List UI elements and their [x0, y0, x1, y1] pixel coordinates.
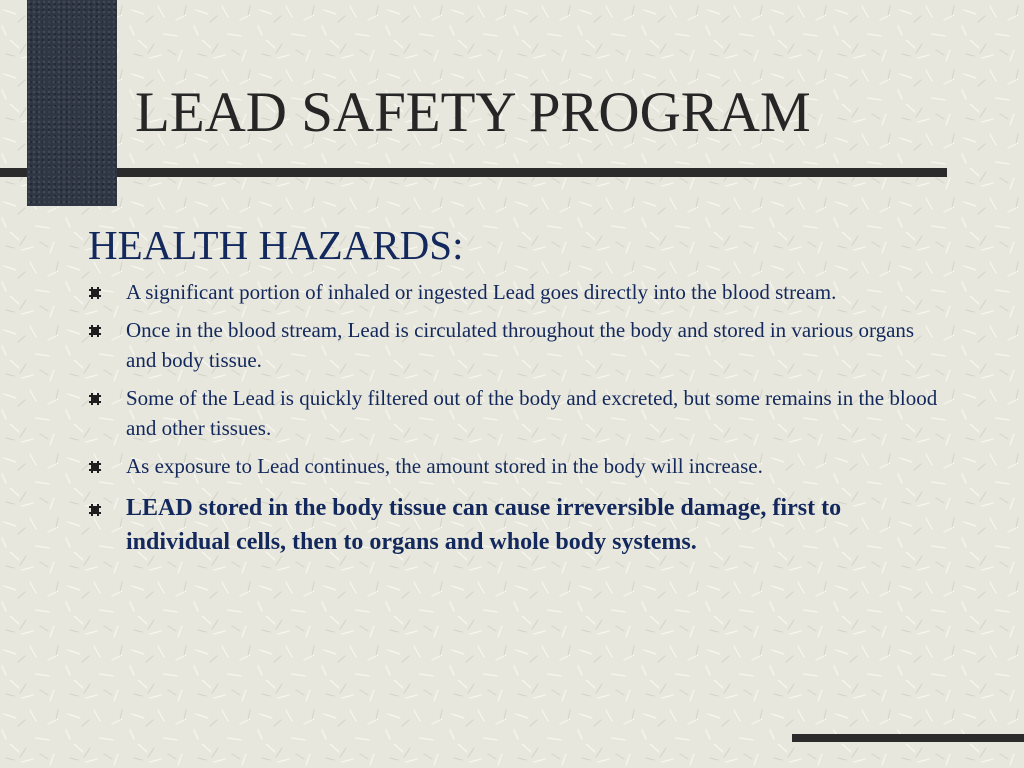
bullet-item	[88, 315, 948, 375]
bullet-item	[88, 383, 948, 443]
hash-square-bullet-icon	[88, 503, 102, 517]
bullet-text: A significant portion of inhaled or ingested Lead goes directly into the blood stream.	[126, 280, 837, 305]
bullet-item	[88, 277, 948, 307]
bullet-item	[88, 491, 948, 559]
bullet-list	[88, 277, 948, 559]
title-accent-block	[27, 0, 117, 206]
bullet-text: As exposure to Lead continues, the amount stored in the body will increase.	[126, 454, 763, 479]
bullet-text: Once in the blood stream, Lead is circulated throughout the body and stored in various organs and body tissue.	[126, 318, 915, 373]
section-heading: HEALTH HAZARDS:	[88, 222, 464, 268]
footer-rule	[792, 734, 1024, 742]
bullet-text: LEAD stored in the body tissue can cause irreversible damage, first to individual cells, then to organs and whole body systems.	[126, 495, 842, 556]
hash-square-bullet-icon	[88, 286, 102, 300]
bullet-text: Some of the Lead is quickly filtered out of the body and excreted, but some remains in the blood and other tissues.	[126, 386, 938, 441]
hash-square-bullet-icon	[88, 324, 102, 338]
hash-square-bullet-icon	[88, 460, 102, 474]
slide-body	[88, 222, 948, 567]
hash-square-bullet-icon	[88, 392, 102, 406]
bullet-item	[88, 451, 948, 481]
title-divider-rule	[0, 168, 947, 177]
slide-title: LEAD SAFETY PROGRAM	[135, 81, 811, 144]
